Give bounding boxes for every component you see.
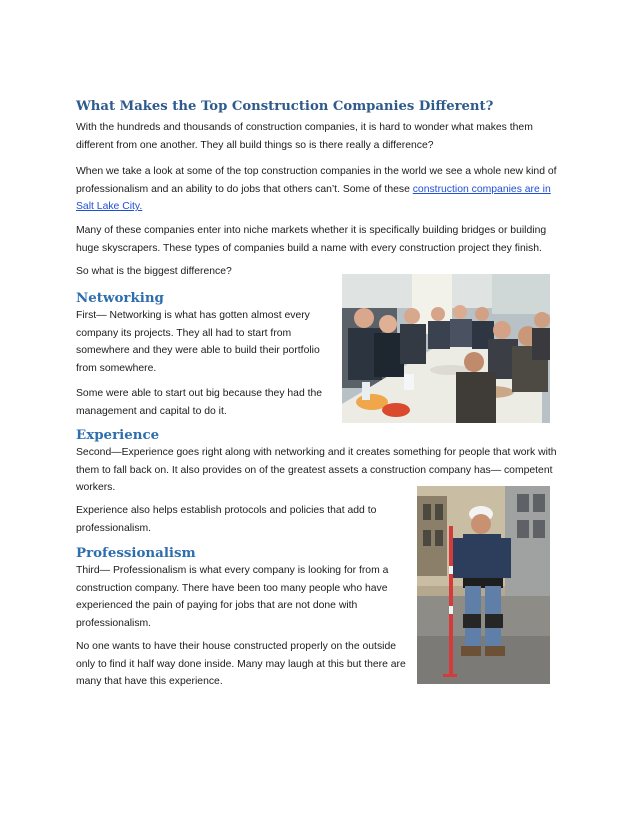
salt-lake-construction-link[interactable]: construction companies are in Salt Lake City.	[76, 183, 551, 213]
professionalism-paragraph-2: No one wants to have their house constructed properly on the outside only to find it half way done inside. Many may laugh at this but there are many that have this experience.	[76, 641, 406, 688]
networking-paragraph-2: Some were able to start out big because they had the management and capital to do it.	[76, 388, 323, 417]
intro-paragraph: With the hundreds and thousands of construction companies, it is hard to wonder what makes them different from one another. They all build things so is there really a difference?	[76, 122, 533, 151]
salt-lake-paragraph	[76, 163, 566, 216]
business-meeting-photo	[342, 274, 550, 423]
professionalism-paragraph-1: Third— Professionalism is what every company is looking for from a construction company. There have been too many people who have experienced the pain of paying for jobs that are not done with professionalism.	[76, 565, 389, 629]
biggest-difference-paragraph: So what is the biggest difference?	[76, 266, 232, 277]
construction-worker-photo	[417, 486, 550, 684]
salt-lake-paragraph-text: When we take a look at some of the top construction companies in the world we see a whole new kind of professionalism and an ability to do jobs that others can’t. Some of these	[76, 166, 557, 195]
networking-heading: Networking	[76, 290, 164, 306]
experience-paragraph-1: Second—Experience goes right along with networking and it creates something for people that work with them to fall back on. It also provides on of the greatest assets a construction company has— competent workers.	[76, 447, 557, 494]
professionalism-heading: Professionalism	[76, 545, 196, 561]
page-title: What Makes the Top Construction Companies Different?	[76, 99, 494, 114]
experience-paragraph-2: Experience also helps establish protocols and policies that add to professionalism.	[76, 505, 377, 534]
niche-markets-paragraph: Many of these companies enter into niche markets whether it is specifically building bridges or building huge skyscrapers. These types of companies build a name with every construction project they finish.	[76, 225, 547, 254]
experience-heading: Experience	[76, 427, 160, 443]
networking-paragraph-1: First— Networking is what has gotten almost every company its projects. They all had to start from somewhere and they were able to build their portfolio from somewhere.	[76, 310, 320, 374]
